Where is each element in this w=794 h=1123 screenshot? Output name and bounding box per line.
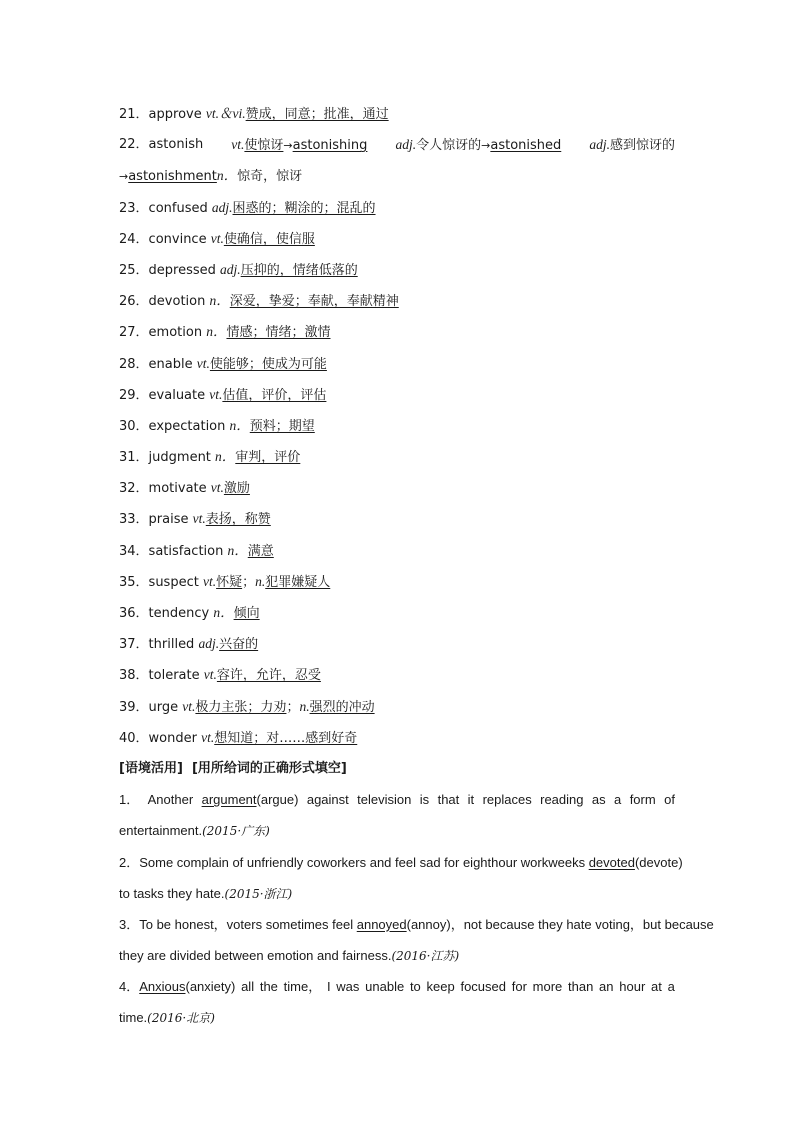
word: an	[599, 979, 614, 995]
item-number: 40．	[119, 730, 149, 746]
hint-word: (devote)	[634, 854, 683, 870]
vocab-word: astonish	[148, 137, 204, 153]
hint-word: (anxiety)	[185, 979, 236, 995]
vocab-item	[119, 254, 675, 285]
section-instruction: [用所给词的正确形式填空]	[191, 760, 347, 776]
word: it	[467, 792, 475, 808]
word: all	[241, 979, 255, 995]
item-number: 29．	[119, 387, 149, 403]
section-label: [语境活用]	[119, 760, 183, 776]
part-of-speech: n.	[299, 698, 310, 714]
vocab-meaning: 赞成，同意；批准，通过	[245, 107, 389, 122]
vocab-item: 39．urge vt.极力主张；力劝；n.强烈的冲动	[119, 698, 375, 715]
item-number: 21．	[119, 107, 149, 122]
vocab-word: approve	[148, 107, 202, 122]
item-number: 1．	[119, 792, 140, 808]
exercise-sentence	[119, 784, 675, 815]
arrow-icon: →	[481, 139, 491, 153]
vocab-meaning: 倾向	[233, 606, 260, 621]
vocab-word: expectation	[148, 418, 226, 434]
word: for	[511, 979, 527, 995]
vocab-word: thrilled	[148, 637, 195, 653]
sentence-text: they are divided between emotion and fairness.	[119, 948, 392, 964]
part-of-speech: vt.	[201, 729, 215, 745]
vocab-item	[119, 223, 675, 254]
section-heading	[119, 753, 675, 784]
item-number: 37．	[119, 637, 149, 653]
exercise-sentence	[119, 847, 683, 878]
vocab-meaning: 容许，允许，忍受	[216, 668, 321, 684]
vocab-meaning: 使确信，使信服	[223, 231, 315, 247]
vocab-item	[119, 98, 675, 129]
vocab-item	[119, 192, 675, 223]
derived-word: astonished	[490, 138, 562, 154]
vocab-item	[119, 316, 675, 347]
word: to	[409, 979, 421, 995]
vocab-item	[119, 659, 675, 690]
word: keep	[426, 979, 455, 995]
derived-meaning: 感到惊讶的	[609, 138, 675, 154]
part-of-speech: n．	[227, 542, 248, 558]
item-number: 32．	[119, 481, 149, 497]
item-number: 39．	[119, 699, 149, 715]
vocab-word: tolerate	[148, 668, 200, 684]
sentence-text: entertainment.	[119, 823, 203, 839]
vocab-item: 35．suspect vt.怀疑；n.犯罪嫌疑人	[119, 573, 331, 590]
word: focused	[460, 979, 506, 995]
vocab-meaning: 估值，评价，评估	[222, 387, 327, 403]
part-of-speech: vt.	[192, 511, 206, 527]
hint-word: (argue)	[256, 792, 299, 808]
derived-word: astonishment	[128, 169, 217, 185]
vocab-item-continued	[119, 160, 675, 191]
word: of	[664, 792, 675, 808]
answer-blank: Anxious	[139, 979, 186, 995]
exercise-sentence	[119, 971, 675, 1002]
vocab-meaning: 想知道；对……感到好奇	[214, 730, 358, 746]
part-of-speech: n．	[216, 168, 238, 184]
vocab-word: evaluate	[148, 387, 206, 403]
vocab-word: depressed	[148, 262, 216, 278]
item-number: 24．	[119, 231, 149, 247]
item-number: 4．	[119, 979, 140, 995]
vocab-word: satisfaction	[148, 543, 224, 559]
part-of-speech: n.	[255, 573, 266, 589]
exercise-sentence-continued	[119, 815, 675, 846]
vocab-item	[119, 348, 675, 379]
vocab-meaning: 使能够；使成为可能	[209, 356, 327, 372]
vocab-word: convince	[148, 231, 207, 247]
part-of-speech: adj.	[395, 137, 417, 153]
vocab-word: confused	[148, 200, 208, 216]
item-number: 27．	[119, 325, 149, 341]
part-of-speech: adj.	[211, 199, 233, 215]
word: replaces	[482, 792, 532, 808]
source-citation: (2015·浙江)	[224, 886, 293, 901]
arrow-icon: →	[119, 170, 129, 184]
item-number: 28．	[119, 356, 149, 372]
word: I	[326, 979, 331, 995]
word: at	[651, 979, 662, 995]
part-of-speech: adj.	[589, 137, 610, 153]
vocab-word: devotion	[148, 294, 206, 310]
vocab-meaning: 情感；情绪；激情	[226, 325, 331, 341]
exercise-sentence-continued	[119, 878, 675, 909]
sentence-text: (annoy)，not because they hate voting，but because	[406, 916, 714, 932]
vocab-meaning: 预料；期望	[249, 418, 315, 434]
word: the	[259, 979, 278, 995]
vocab-item	[119, 379, 675, 410]
source-citation: (2016·北京)	[147, 1011, 215, 1026]
part-of-speech: adj.	[220, 261, 241, 277]
part-of-speech: n．	[229, 417, 250, 433]
item-number: 22．	[119, 137, 149, 153]
answer-blank: argument	[201, 792, 257, 808]
vocab-word: tendency	[148, 606, 210, 621]
vocab-word: urge	[148, 699, 179, 715]
vocab-word: suspect	[148, 574, 199, 590]
derived-word: astonishing	[292, 138, 368, 154]
word: hour	[619, 979, 646, 995]
vocab-item	[119, 597, 675, 628]
exercise-sentence	[119, 909, 714, 940]
vocab-item	[119, 441, 675, 472]
word: against	[306, 792, 349, 808]
source-citation: (2016·江苏)	[391, 949, 460, 964]
word: that	[437, 792, 460, 808]
part-of-speech: vt.	[209, 386, 223, 402]
vocab-meaning: 使惊讶	[244, 138, 284, 154]
item-number: 38．	[119, 668, 149, 684]
sentence-text: to tasks they hate.	[119, 885, 225, 901]
vocab-item	[119, 410, 675, 441]
item-number: 36．	[119, 606, 149, 621]
answer-blank: annoyed	[356, 916, 407, 932]
part-of-speech: n．	[215, 449, 236, 465]
part-of-speech: vt.＆vi.	[205, 106, 246, 121]
word: as	[591, 792, 606, 808]
part-of-speech: vt.	[203, 667, 217, 683]
vocab-word: motivate	[148, 481, 207, 497]
item-number: 23．	[119, 200, 149, 216]
vocab-meaning: 困惑的；糊涂的；混乱的	[232, 200, 376, 216]
item-number: 35．	[119, 574, 149, 590]
exercise-sentence-continued	[119, 940, 675, 971]
vocab-word: judgment	[148, 450, 211, 466]
vocab-meaning: 表扬，称赞	[205, 512, 271, 528]
word: was	[336, 979, 360, 995]
vocab-word: enable	[148, 356, 193, 372]
word: is	[419, 792, 430, 808]
item-number: 31．	[119, 450, 149, 466]
part-of-speech: vt.	[210, 230, 224, 246]
vocab-item	[119, 472, 675, 503]
vocab-word: wonder	[148, 730, 197, 746]
vocab-word: emotion	[148, 325, 203, 341]
vocab-word: praise	[148, 512, 189, 528]
vocab-meaning: 激励	[223, 481, 250, 497]
part-of-speech: vt.	[196, 355, 210, 371]
word: than	[568, 979, 594, 995]
item-number: 34．	[119, 543, 149, 559]
part-of-speech: vt.	[182, 698, 196, 714]
item-number: 33．	[119, 512, 149, 528]
vocab-meaning: 压抑的，情绪低落的	[240, 262, 358, 278]
vocab-meaning: 强烈的冲动	[309, 699, 375, 715]
vocab-item	[119, 535, 675, 566]
item-number: 25．	[119, 262, 149, 278]
derived-meaning: 令人惊讶的	[416, 138, 482, 154]
source-citation: (2015·广东)	[202, 824, 270, 839]
part-of-speech: adj.	[198, 636, 220, 652]
exercise-sentence-continued	[119, 1002, 675, 1033]
sentence-text: time.	[119, 1010, 148, 1026]
word: Another	[147, 792, 194, 808]
arrow-icon: →	[283, 139, 293, 153]
item-number: 26．	[119, 294, 149, 310]
word: reading	[540, 792, 584, 808]
vocab-item	[119, 129, 675, 160]
derived-meaning: 惊奇，惊讶	[237, 169, 303, 185]
part-of-speech: vt.	[210, 480, 224, 496]
word: a	[667, 979, 675, 995]
vocab-meaning: 满意	[247, 543, 274, 559]
word: time，	[283, 979, 322, 995]
word: form	[629, 792, 656, 808]
word: a	[614, 792, 622, 808]
part-of-speech: n．	[209, 293, 230, 309]
sentence-text: 2．Some complain of unfriendly coworkers and feel sad for eighthour workweeks	[119, 854, 589, 870]
word: television	[357, 792, 412, 808]
vocab-meaning: 深爱，挚爱；奉献，奉献精神	[229, 294, 399, 310]
vocab-meaning: 审判，评价	[235, 450, 301, 466]
word: more	[532, 979, 563, 995]
vocab-item	[119, 503, 675, 534]
vocab-meaning: 兴奋的	[219, 637, 259, 653]
part-of-speech: vt.	[202, 573, 217, 589]
vocab-item	[119, 285, 675, 316]
vocab-item	[119, 722, 675, 753]
vocab-meaning: 犯罪嫌疑人	[265, 574, 331, 590]
part-of-speech: n．	[206, 324, 227, 340]
vocab-meaning: 怀疑	[216, 574, 243, 590]
vocab-meaning: 极力主张；力劝	[195, 699, 287, 715]
word: unable	[365, 979, 405, 995]
part-of-speech: vt.	[231, 137, 245, 153]
part-of-speech: n．	[213, 605, 234, 620]
item-number: 30．	[119, 418, 149, 434]
vocab-item	[119, 628, 675, 659]
document-page	[119, 98, 714, 1034]
answer-blank: devoted	[588, 854, 635, 870]
sentence-text: 3．To be honest，voters sometimes feel	[119, 916, 357, 932]
